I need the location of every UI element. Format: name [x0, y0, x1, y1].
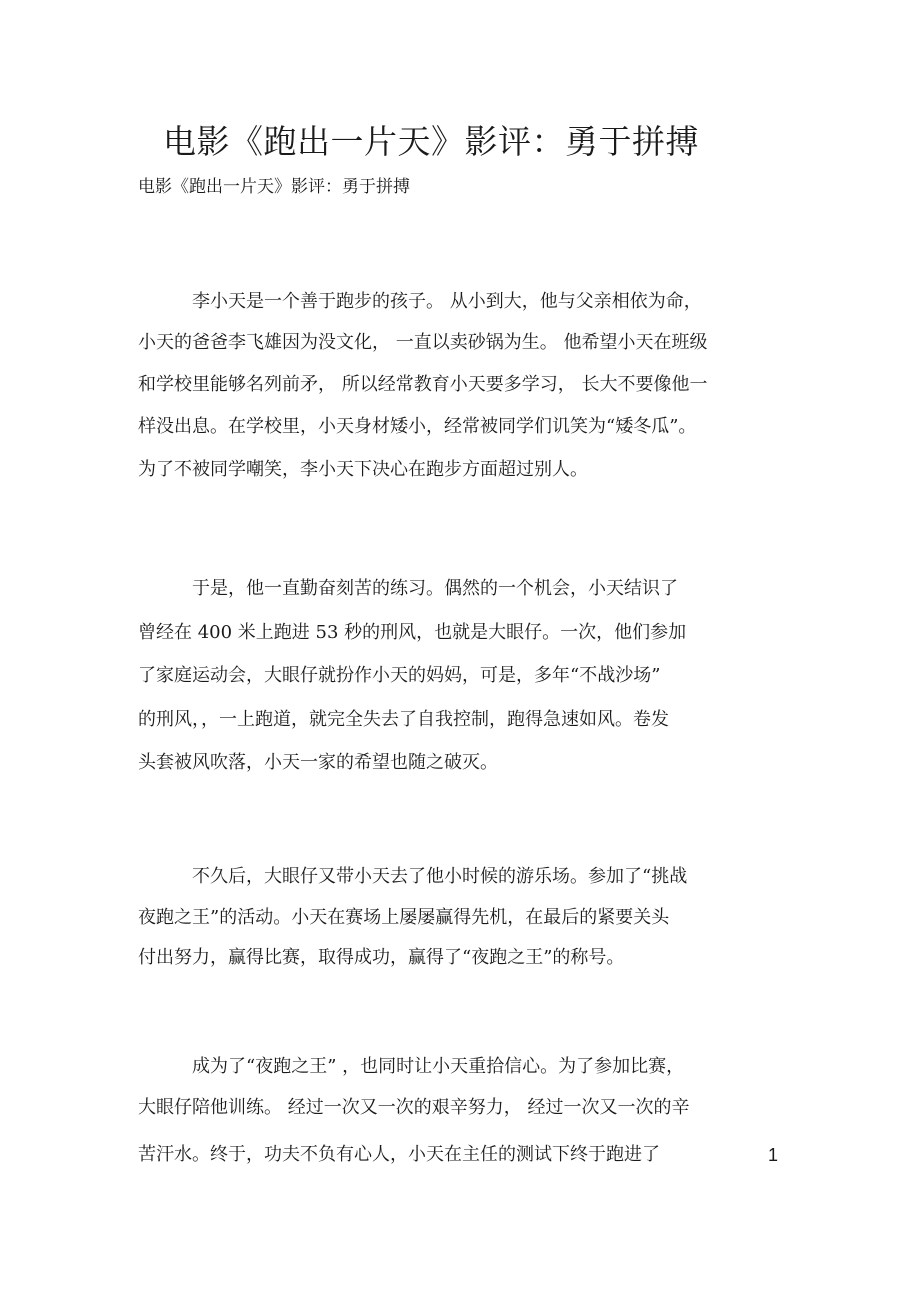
- paragraph-line: 曾经在 400 米上跑进 53 秒的刑风，也就是大眼仔。一次，他们参加: [138, 622, 687, 643]
- paragraph-line: 为了不被同学嘲笑，李小天下决心在跑步方面超过别人。: [138, 459, 588, 480]
- paragraph-line: 样没出息。在学校里，小天身材矮小，经常被同学们讥笑为“矮冬瓜”。: [138, 416, 697, 437]
- paragraph-line: 小天的爸爸李飞雄因为没文化， 一直以卖砂锅为生。 他希望小天在班级: [138, 332, 708, 353]
- paragraph-line: 苦汗水。终于，功夫不负有心人，小天在主任的测试下终于跑进了: [138, 1144, 660, 1165]
- paragraph-line: 夜跑之王”的活动。小天在赛场上屡屡赢得先机，在最后的紧要关头: [138, 907, 670, 928]
- paragraph-line: 大眼仔陪他训练。 经过一次又一次的艰辛努力， 经过一次又一次的辛: [138, 1097, 690, 1118]
- paragraph-line: 头套被风吹落，小天一家的希望也随之破灭。: [138, 752, 498, 773]
- document-subtitle: 电影《跑出一片天》影评：勇于拼搏: [138, 177, 410, 197]
- paragraph-line: 于是，他一直勤奋刻苦的练习。偶然的一个机会，小天结识了: [192, 578, 678, 599]
- paragraph-line: 不久后，大眼仔又带小天去了他小时候的游乐场。参加了“挑战: [192, 866, 688, 887]
- document-title: 电影《跑出一片天》影评：勇于拼搏: [163, 122, 699, 161]
- paragraph-line: 付出努力，赢得比赛，取得成功，赢得了“夜跑之王”的称号。: [138, 947, 625, 968]
- paragraph-line: 和学校里能够名列前矛， 所以经常教育小天要多学习， 长大不要像他一: [138, 374, 708, 395]
- paragraph-line: 成为了“夜跑之王” ，也同时让小天重拾信心。为了参加比赛，: [192, 1056, 685, 1077]
- page-number: 1: [768, 1145, 779, 1165]
- paragraph-line: 的刑风，，一上跑道，就完全失去了自我控制，跑得急速如风。卷发: [138, 709, 669, 730]
- paragraph-line: 了家庭运动会，大眼仔就扮作小天的妈妈，可是，多年“不战沙场”: [138, 665, 661, 686]
- paragraph-line: 李小天是一个善于跑步的孩子。 从小到大，他与父亲相依为命，: [192, 291, 702, 312]
